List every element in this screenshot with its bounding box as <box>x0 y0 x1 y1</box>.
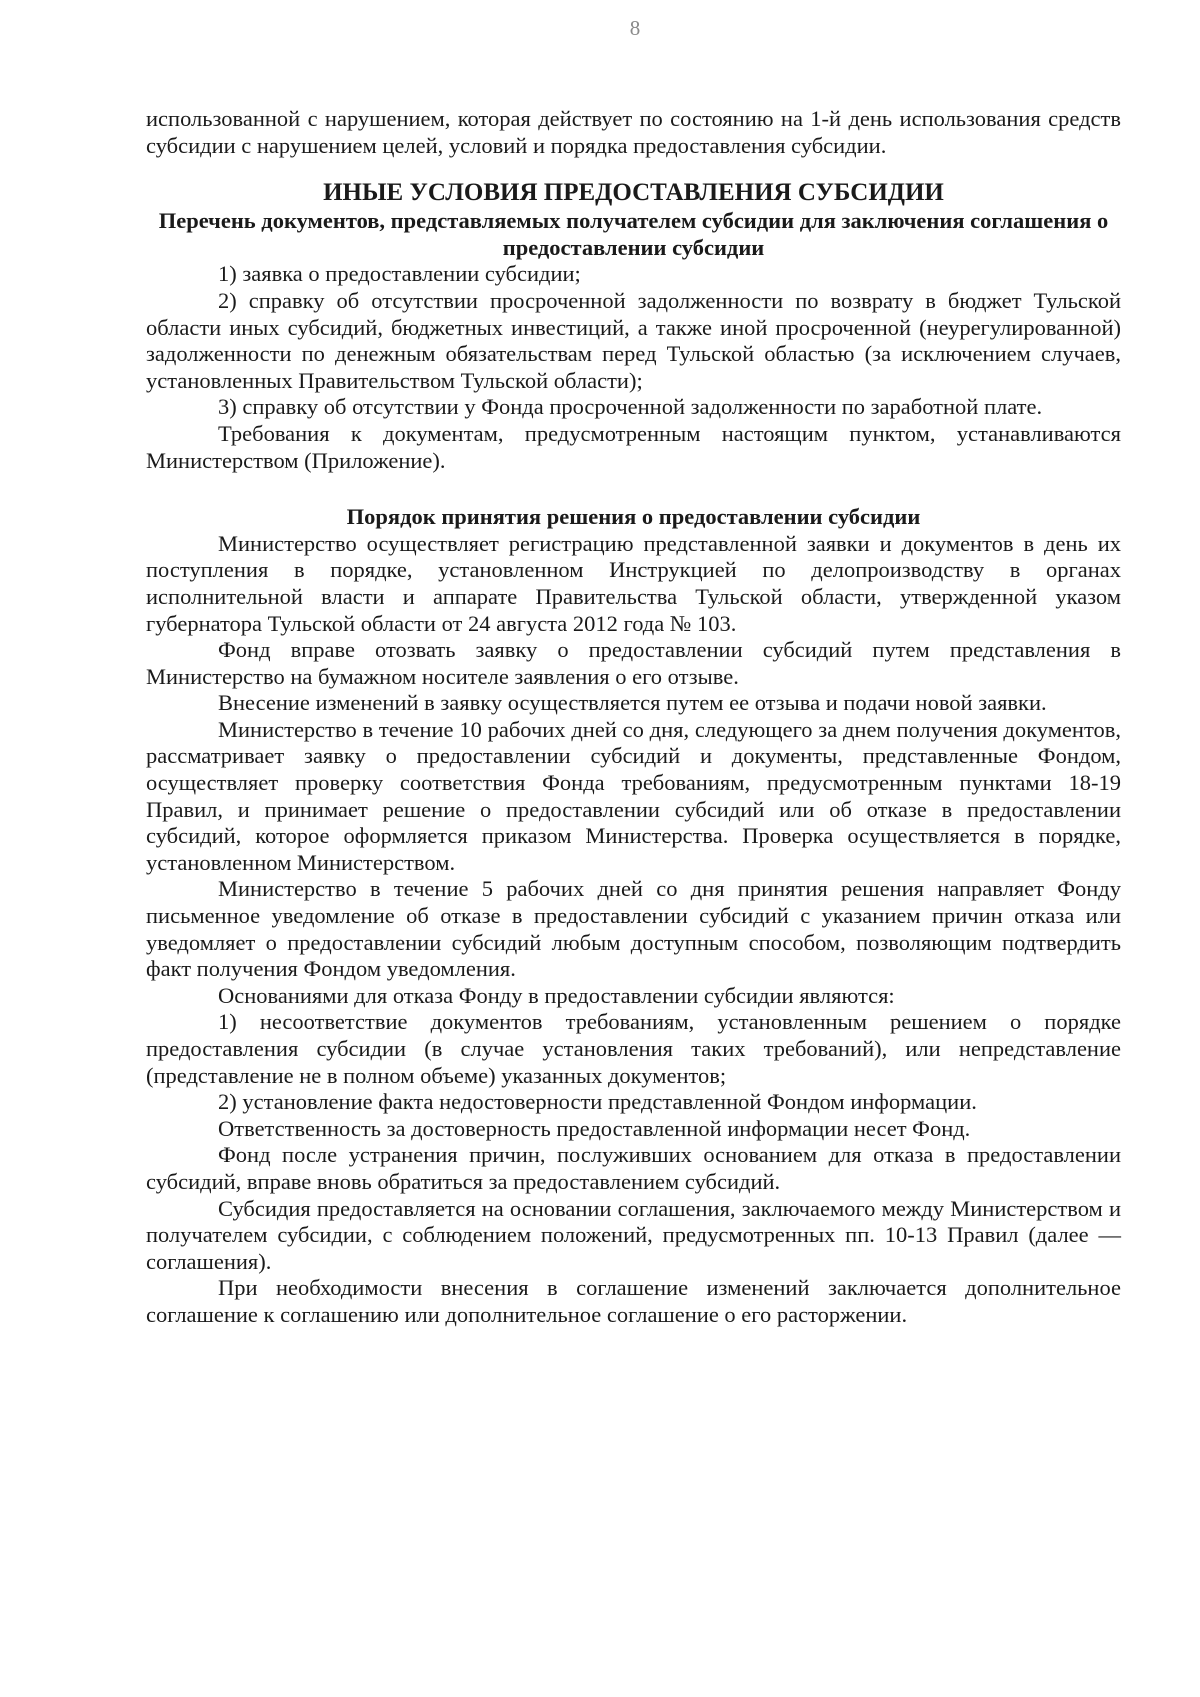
decision-paragraph: Фонд вправе отозвать заявку о предоставлении субсидий путем представления в Министерство на бумажном носителе заявления о его отзыве. <box>146 637 1121 689</box>
decision-paragraph: При необходимости внесения в соглашение изменений заключается дополнительное соглашение к соглашению или дополнительное соглашение о его расторжении. <box>146 1275 1121 1327</box>
section-title: ИНЫЕ УСЛОВИЯ ПРЕДОСТАВЛЕНИЯ СУБСИДИИ <box>323 179 944 207</box>
decision-paragraph: 2) установление факта недостоверности представленной Фондом информации. <box>218 1089 977 1115</box>
documents-paragraph: Требования к документам, предусмотренным настоящим пунктом, устанавливаются Министерством (Приложение). <box>146 420 1121 473</box>
decision-paragraph: Министерство в течение 10 рабочих дней со дня, следующего за днем получения документов, рассматривает заявку о предоставлении субсидий и документы, представленные Фондом, осуществляет проверку соответствия Фонда требованиям, предусмотренным пунктами 18-19 Правил, и принимает решение о предоставлении субсидий или об отказе в предоставлении субсидий, которое оформляется приказом Министерства. Проверка осуществляется в порядке, установленном Министерством. <box>146 716 1121 875</box>
documents-paragraph: 1) заявка о предоставлении субсидии; <box>218 261 581 287</box>
decision-paragraph: Основаниями для отказа Фонду в предоставлении субсидии являются: <box>218 982 895 1008</box>
decision-paragraph: Министерство осуществляет регистрацию представленной заявки и документов в день их поступления в порядке, установленном Инструкцией по делопроизводству в органах исполнительной власти и аппарате Правительства Тульской области, утвержденной указом губернатора Тульской области от 24 августа 2012 года № 103. <box>146 530 1121 636</box>
documents-paragraph: 2) справку об отсутствии просроченной задолженности по возврату в бюджет Тульской области иных субсидий, бюджетных инвестиций, а также иной просроченной (неурегулированной) задолженности по денежным обязательствам перед Тульской областью (за исключением случаев, установленных Правительством Тульской области); <box>146 287 1121 393</box>
documents-paragraph: 3) справку об отсутствии у Фонда просроченной задолженности по заработной плате. <box>218 394 1043 420</box>
decision-paragraph: Министерство в течение 5 рабочих дней со дня принятия решения направляет Фонду письменное уведомление об отказе в предоставлении субсидий с указанием причин отказа или уведомляет о предоставлении субсидий любым доступным способом, позволяющим подтвердить факт получения Фондом уведомления. <box>146 876 1121 982</box>
decision-section-title: Порядок принятия решения о предоставлении субсидии <box>346 504 921 530</box>
document-body <box>146 106 1121 1329</box>
documents-section-title: Перечень документов, представляемых получателем субсидии для заключения соглашения о предоставлении субсидии <box>158 208 1109 260</box>
intro-paragraph: использованной с нарушением, которая действует по состоянию на 1-й день использования средств субсидии с нарушением целей, условий и порядка предоставления субсидии. <box>146 106 1121 158</box>
decision-paragraph: Субсидия предоставляется на основании соглашения, заключаемого между Министерством и получателем субсидии, с соблюдением положений, предусмотренных пп. 10-13 Правил (далее — соглашения). <box>146 1195 1121 1274</box>
decision-paragraph: Ответственность за достоверность предоставленной информации несет Фонд. <box>218 1115 971 1141</box>
decision-paragraph: 1) несоответствие документов требованиям, установленным решением о порядке предоставления субсидии (в случае установления таких требований), или непредставление (представление не в полном объеме) указанных документов; <box>146 1009 1121 1088</box>
decision-paragraph: Фонд после устранения причин, послуживших основанием для отказа в предоставлении субсидий, вправе вновь обратиться за предоставлением субсидий. <box>146 1142 1121 1194</box>
page-number: 8 <box>629 16 641 40</box>
decision-paragraph: Внесение изменений в заявку осуществляется путем ее отзыва и подачи новой заявки. <box>218 690 1047 716</box>
